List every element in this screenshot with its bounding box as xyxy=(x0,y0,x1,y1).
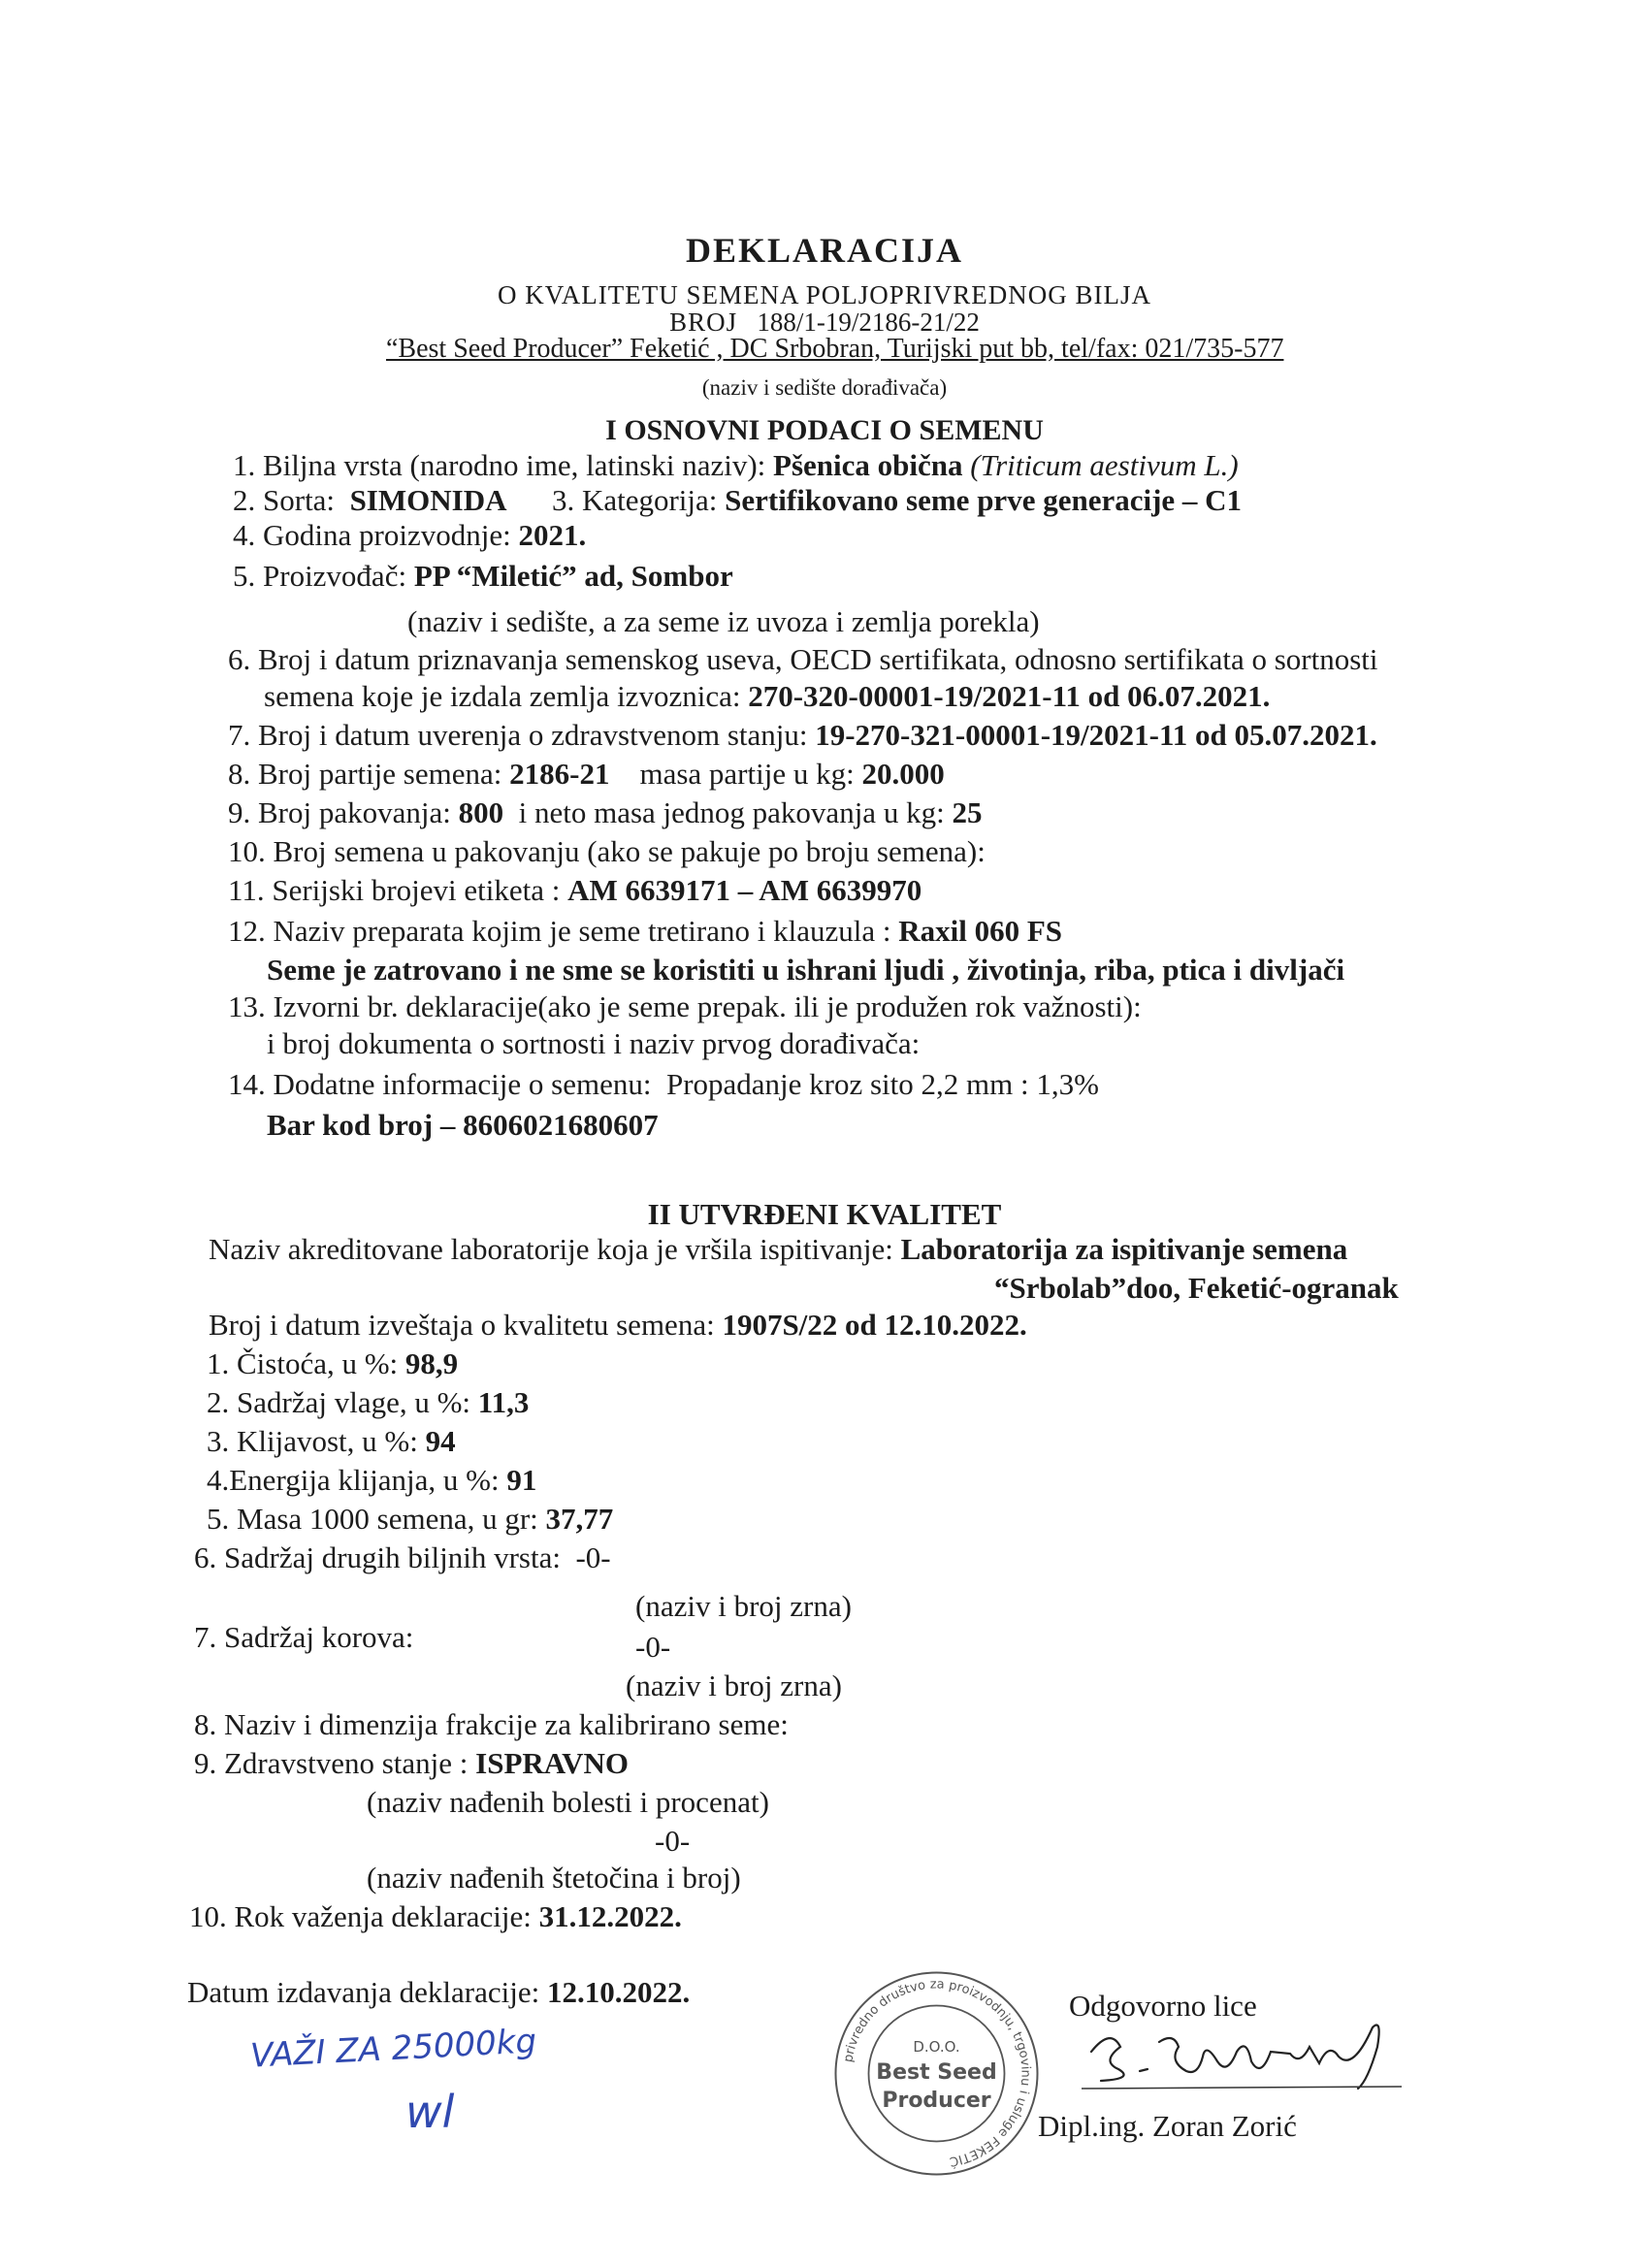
quality-5 xyxy=(207,1504,613,1536)
barcode-line: Bar kod broj – 8606021680607 xyxy=(267,1108,659,1142)
quality-4-label: 4.Energija klijanja, u %: xyxy=(207,1463,500,1497)
processor-line: “Best Seed Producer” Feketić , DC Srbobran, Turijski put bb, tel/fax: 021/735-577 xyxy=(386,334,1284,364)
item-5-label: 5. Proizvođač: xyxy=(233,559,407,593)
stamp-inner-line-1: D.O.O. xyxy=(913,2038,960,2056)
broj-label: BROJ xyxy=(669,308,738,337)
document-subtitle: O KVALITETU SEMENA POLJOPRIVREDNOG BILJA xyxy=(497,280,1151,309)
quality-2-label: 2. Sadržaj vlage, u %: xyxy=(207,1385,471,1419)
quality-9-note-1: (naziv nađenih bolesti i procenat) xyxy=(367,1785,769,1819)
item-3-label: 3. Kategorija: xyxy=(551,483,718,517)
quality-5-value: 37,77 xyxy=(545,1502,614,1536)
item-9-mass-label: i neto masa jednog pakovanja u kg: xyxy=(518,795,945,829)
item-6-line-1: 6. Broj i datum priznavanja semenskog useva, OECD sertifikata, odnosno sertifikata o sortnosti xyxy=(228,642,1378,676)
quality-9-label: 9. Zdravstveno stanje : xyxy=(194,1746,469,1780)
item-5-value: PP “Miletić” ad, Sombor xyxy=(413,559,733,593)
quality-6-value: -0- xyxy=(575,1540,611,1574)
signature xyxy=(1082,2023,1402,2090)
item-12-label: 12. Naziv preparata kojim je seme tretirano i klauzula : xyxy=(228,914,891,948)
lab-value-2: “Srbolab”doo, Feketić-ogranak xyxy=(994,1271,1399,1305)
item-1-label: 1. Biljna vrsta (narodno ime, latinski naziv): xyxy=(233,448,766,482)
lab-line xyxy=(209,1234,1347,1266)
item-6-line-2 xyxy=(264,681,1270,713)
item-11-value: AM 6639171 – AM 6639970 xyxy=(567,873,922,907)
section-1-title: I OSNOVNI PODACI O SEMENU xyxy=(605,414,1044,446)
quality-1-label: 1. Čistoća, u %: xyxy=(207,1346,399,1380)
quality-6-note: (naziv i broj zrna) xyxy=(635,1589,852,1623)
item-8 xyxy=(228,759,945,791)
quality-2 xyxy=(207,1387,529,1419)
item-2-value: SIMONIDA xyxy=(349,483,507,517)
quality-6 xyxy=(194,1542,611,1574)
quality-9-note-2: (naziv nađenih štetočina i broj) xyxy=(367,1861,741,1895)
item-9-label: 9. Broj pakovanja: xyxy=(228,795,451,829)
item-12 xyxy=(228,916,1062,948)
item-13-line-1: 13. Izvorni br. deklaracije(ako je seme prepak. ili je produžen rok važnosti): xyxy=(228,989,1142,1023)
quality-5-label: 5. Masa 1000 semena, u gr: xyxy=(207,1502,538,1536)
section-2-title: II UTVRĐENI KVALITET xyxy=(647,1197,1002,1231)
issue-date-label: Datum izdavanja deklaracije: xyxy=(187,1975,540,2009)
lab-label: Naziv akreditovane laboratorije koja je vršila ispitivanje: xyxy=(209,1232,893,1266)
lab-value-1: Laboratorija za ispitivanje semena xyxy=(900,1232,1348,1266)
quality-10 xyxy=(189,1901,682,1933)
responsible-person-name: Dipl.ing. Zoran Zorić xyxy=(1038,2109,1297,2143)
item-14-value: Propadanje kroz sito 2,2 mm : 1,3% xyxy=(665,1067,1099,1101)
company-stamp xyxy=(832,1969,1041,2178)
stamp-ring-text: privredno društvo za proizvodnju, trgovinu i usluge FEKETIĆ xyxy=(841,1977,1033,2169)
item-8-value: 2186-21 xyxy=(509,757,610,791)
quality-7-value: -0- xyxy=(635,1630,671,1664)
item-11 xyxy=(228,875,922,907)
item-12-warning: Seme je zatrovano i ne sme se koristiti u ishrani ljudi , životinja, riba, ptica i divljači xyxy=(267,953,1345,987)
item-12-value: Raxil 060 FS xyxy=(898,914,1062,948)
item-5 xyxy=(233,561,733,593)
quality-9 xyxy=(194,1748,629,1780)
report-value: 1907S/22 od 12.10.2022. xyxy=(722,1308,1027,1342)
report-label: Broj i datum izveštaja o kvalitetu semena: xyxy=(209,1308,715,1342)
item-7 xyxy=(228,720,1377,752)
document-title: DEKLARACIJA xyxy=(685,231,964,270)
item-6-value: 270-320-00001-19/2021-11 od 06.07.2021. xyxy=(748,679,1271,713)
item-5-note: (naziv i sedište, a za seme iz uvoza i zemlja porekla) xyxy=(407,604,1040,638)
quality-9-value-2: -0- xyxy=(655,1824,691,1858)
quality-1-value: 98,9 xyxy=(404,1346,459,1380)
quality-9-value: ISPRAVNO xyxy=(475,1746,630,1780)
item-1-latin: (Triticum aestivum L.) xyxy=(970,448,1239,482)
declaration-number xyxy=(0,308,1649,336)
item-3-value: Sertifikovano seme prve generacije – C1 xyxy=(725,483,1243,517)
item-4-value: 2021. xyxy=(518,518,587,552)
quality-2-value: 11,3 xyxy=(477,1385,530,1419)
quality-3-label: 3. Klijavost, u %: xyxy=(207,1424,418,1458)
quality-3-value: 94 xyxy=(425,1424,456,1458)
item-2-label: 2. Sorta: xyxy=(233,483,336,517)
item-1-value: Pšenica obična xyxy=(773,448,963,482)
report-line xyxy=(209,1310,1027,1342)
item-8-mass-label: masa partije u kg: xyxy=(639,757,855,791)
quality-7-label: 7. Sadržaj korova: xyxy=(194,1620,414,1654)
quality-4-value: 91 xyxy=(506,1463,537,1497)
broj-value: 188/1-19/2186-21/22 xyxy=(757,308,980,337)
processor-note: (naziv i sedište dorađivača) xyxy=(701,375,948,400)
item-8-label: 8. Broj partije semena: xyxy=(228,757,502,791)
quality-4 xyxy=(207,1465,536,1497)
item-4-label: 4. Godina proizvodnje: xyxy=(233,518,511,552)
quality-1 xyxy=(207,1348,458,1380)
issue-date-value: 12.10.2022. xyxy=(546,1975,691,2009)
item-7-value: 19-270-321-00001-19/2021-11 od 05.07.2021. xyxy=(815,718,1377,752)
item-11-label: 11. Serijski brojevi etiketa : xyxy=(228,873,561,907)
quality-8: 8. Naziv i dimenzija frakcije za kalibrirano seme: xyxy=(194,1707,789,1741)
item-9-mass-value: 25 xyxy=(952,795,983,829)
item-1 xyxy=(233,450,1239,482)
item-2-3 xyxy=(233,485,1242,517)
responsible-person-label: Odgovorno lice xyxy=(1069,1989,1257,2023)
item-7-label: 7. Broj i datum uverenja o zdravstvenom stanju: xyxy=(228,718,808,752)
handwritten-note: VAŽI ZA 25000kg xyxy=(249,2022,537,2076)
item-13-line-2: i broj dokumenta o sortnosti i naziv prvog dorađivača: xyxy=(267,1026,921,1060)
quality-3 xyxy=(207,1426,456,1458)
quality-6-label: 6. Sadržaj drugih biljnih vrsta: xyxy=(194,1540,561,1574)
item-6-label: semena koje je izdala zemlja izvoznica: xyxy=(264,679,741,713)
quality-10-label: 10. Rok važenja deklaracije: xyxy=(189,1899,532,1933)
item-4 xyxy=(233,520,586,552)
item-14-label: 14. Dodatne informacije o semenu: xyxy=(228,1067,652,1101)
stamp-inner-line-3: Producer xyxy=(882,2089,991,2113)
item-9-value: 800 xyxy=(458,795,504,829)
quality-10-value: 31.12.2022. xyxy=(538,1899,682,1933)
issue-date xyxy=(187,1977,690,2009)
item-8-mass-value: 20.000 xyxy=(861,757,945,791)
stamp-inner-line-2: Best Seed xyxy=(876,2060,997,2085)
quality-7-note: (naziv i broj zrna) xyxy=(626,1669,842,1702)
handwritten-initials: wl xyxy=(405,2086,455,2138)
item-10: 10. Broj semena u pakovanju (ako se pakuje po broju semena): xyxy=(228,834,986,868)
item-14 xyxy=(228,1069,1099,1101)
item-9 xyxy=(228,797,982,829)
